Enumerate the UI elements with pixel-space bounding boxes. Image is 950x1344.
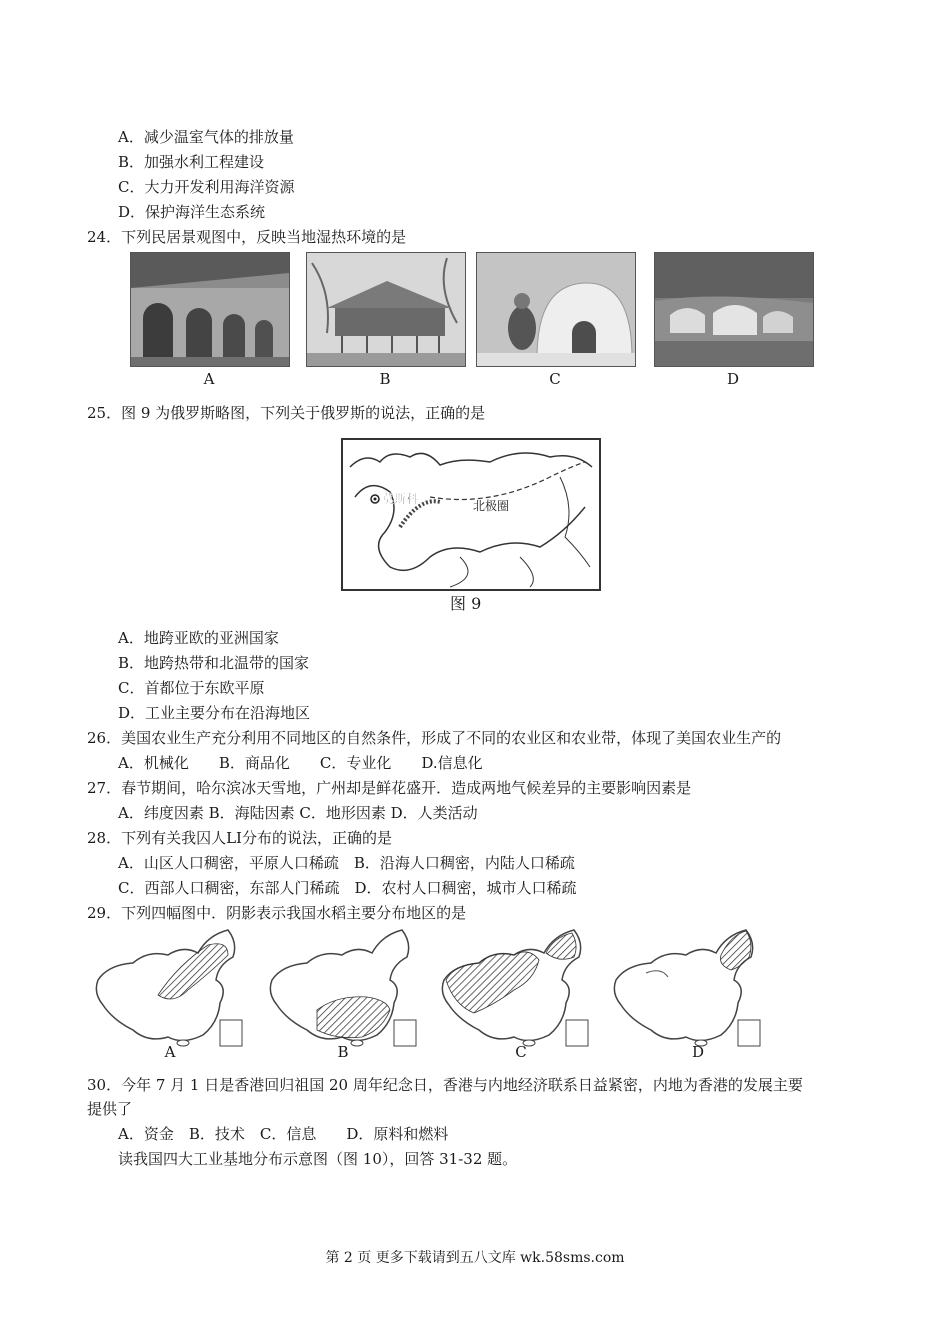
q23-option-a: A．减少温室气体的排放量 [118,128,294,146]
q27-stem: 27．春节期间，哈尔滨冰天雪地，广州却是鲜花盛开．造成两地气候差异的主要影响因素是 [87,779,692,797]
q24-caption-a: A [203,370,215,388]
q28-stem: 28．下列有关我囚人LI分布的说法，正确的是 [87,829,392,847]
q29-caption-a: A [164,1043,176,1061]
q25-option-c: C．首都位于东欧平原 [118,679,265,697]
q23-option-b: B．加强水利工程建设 [118,153,265,171]
q24-caption-c: C [549,370,561,388]
q30-stem-line-1: 30．今年 7 月 1 日是香港回归祖国 20 周年纪念日，香港与内地经济联系日益紧密，内地为香港的发展主要 [87,1076,803,1094]
map-label-arctic-circle: 北极圈 [473,499,510,513]
q24-photo-igloo [476,252,636,367]
q29-caption-b: B [337,1043,349,1061]
q24-stem: 24．下列民居景观图中，反映当地湿热环境的是 [87,228,407,246]
q28-options-line-1: A．山区人口稠密，平原人口稀疏 B．沿海人口稠密，内陆人口稀疏 [118,854,575,872]
reading-prompt: 读我国四大工业基地分布示意图（图 10），回答 31-32 题。 [118,1150,518,1168]
q30-options: A．资金 B．技术 C．信息 D．原料和燃料 [118,1125,449,1143]
q25-figure-caption: 图 9 [450,594,482,613]
q29-map-d [606,925,766,1055]
map-label-moscow: 莫斯科 [382,492,419,506]
q23-option-c: C．大力开发利用海洋资源 [118,178,295,196]
q25-option-b: B．地跨热带和北温带的国家 [118,654,310,672]
q29-map-c [434,925,594,1055]
q28-options-line-2: C．西部人口稠密，东部人门稀疏 D．农村人口稠密，城市人口稀疏 [118,879,577,897]
page-footer: 第 2 页 更多下载请到五八文库 wk.58sms.com [325,1250,625,1266]
q30-stem-line-2: 提供了 [87,1100,133,1118]
q24-photo-yurt [654,252,814,367]
q29-caption-d: D [691,1043,705,1061]
russia-map [340,437,602,592]
q23-option-d: D．保护海洋生态系统 [118,203,266,221]
q29-map-b [262,925,422,1055]
q27-options: A．纬度因素 B．海陆因素 C．地形因素 D．人类活动 [118,804,478,822]
q24-photo-cave-dwelling [130,252,290,367]
q24-caption-b: B [379,370,391,388]
q25-stem: 25．图 9 为俄罗斯略图，下列关于俄罗斯的说法，正确的是 [87,404,486,422]
q24-photo-stilt-house [306,252,466,367]
q26-stem: 26．美国农业生产充分利用不同地区的自然条件，形成了不同的农业区和农业带，体现了美国农业生产的 [87,729,782,747]
q29-stem: 29．下列四幅图中．阴影表示我国水稻主要分布地区的是 [87,904,467,922]
q24-caption-d: D [726,370,740,388]
q25-option-d: D．工业主要分布在沿海地区 [118,704,311,722]
q25-option-a: A．地跨亚欧的亚洲国家 [118,629,279,647]
q26-options: A．机械化 B．商品化 C．专业化 D.信息化 [118,754,483,772]
q29-map-a [88,925,248,1055]
q29-caption-c: C [515,1043,527,1061]
